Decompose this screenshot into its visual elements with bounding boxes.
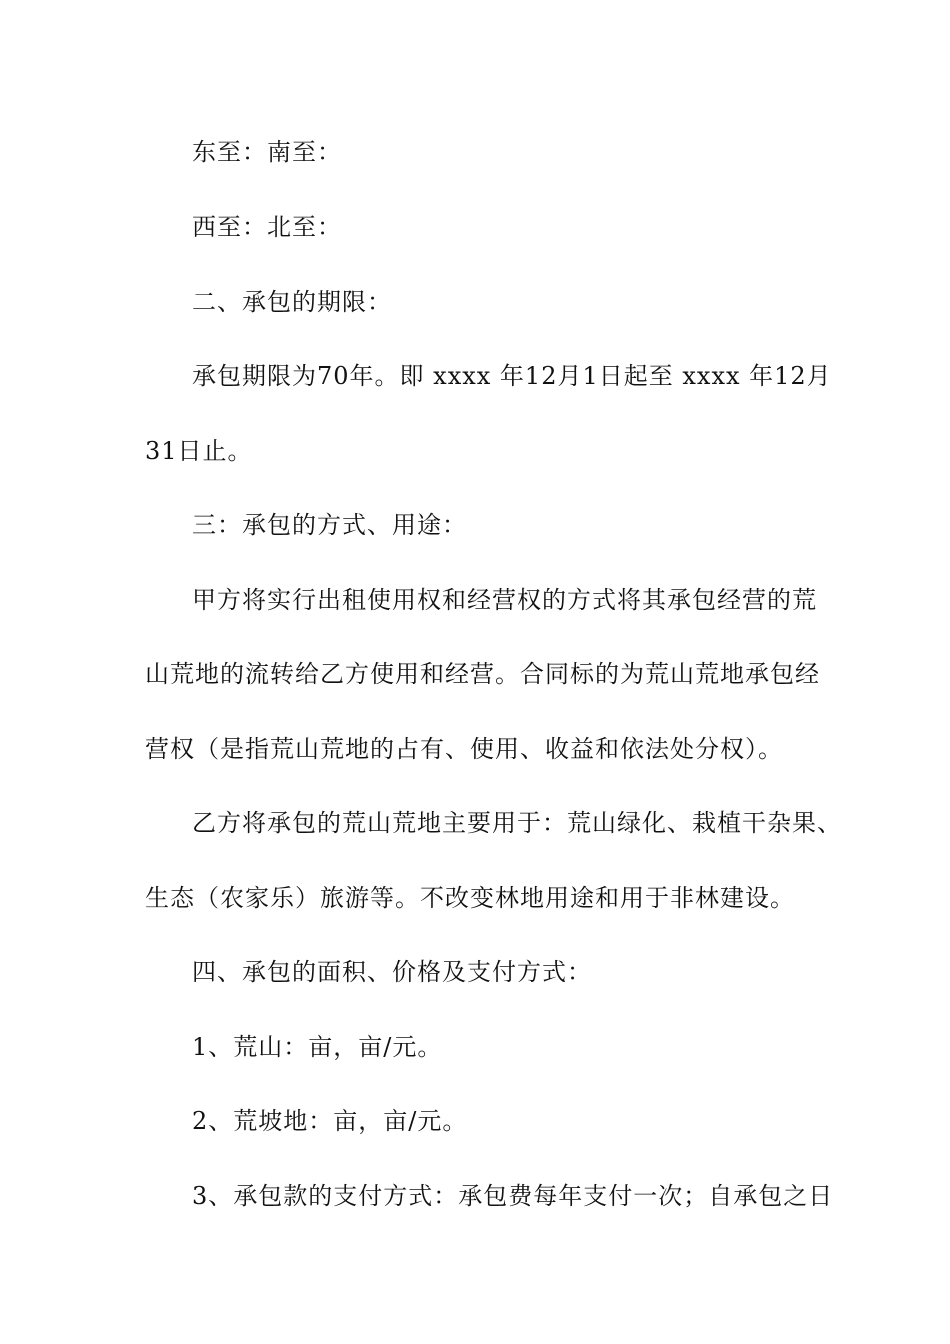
paragraph-usage-line-1: 乙方将承包的荒山荒地主要用于：荒山绿化、栽植干杂果、 bbox=[192, 809, 842, 837]
paragraph-method-line-3: 营权（是指荒山荒地的占有、使用、收益和依法处分权）。 bbox=[145, 735, 783, 763]
paragraph-method-line-2: 山荒地的流转给乙方使用和经营。合同标的为荒山荒地承包经 bbox=[145, 660, 820, 688]
paragraph-usage-line-2: 生态（农家乐）旅游等。不改变林地用途和用于非林建设。 bbox=[145, 884, 795, 912]
section-heading-method: 三：承包的方式、用途： bbox=[192, 511, 467, 539]
section-heading-area-price: 四、承包的面积、价格及支付方式： bbox=[192, 958, 592, 986]
item-payment-method: 3、承包款的支付方式：承包费每年支付一次；自承包之日 bbox=[192, 1182, 834, 1210]
boundary-east-south: 东至：南至： bbox=[192, 138, 342, 166]
paragraph-method-line-1: 甲方将实行出租使用权和经营权的方式将其承包经营的荒 bbox=[192, 586, 817, 614]
item-barren-slope: 2、荒坡地：亩，亩/元。 bbox=[192, 1107, 468, 1135]
paragraph-term-line-2: 31日止。 bbox=[145, 437, 253, 465]
paragraph-term-line-1: 承包期限为70年。即 xxxx 年12月1日起至 xxxx 年12月 bbox=[192, 362, 832, 390]
item-barren-mountain: 1、荒山：亩，亩/元。 bbox=[192, 1033, 443, 1061]
boundary-west-north: 西至：北至： bbox=[192, 213, 342, 241]
section-heading-term: 二、承包的期限： bbox=[192, 288, 392, 316]
